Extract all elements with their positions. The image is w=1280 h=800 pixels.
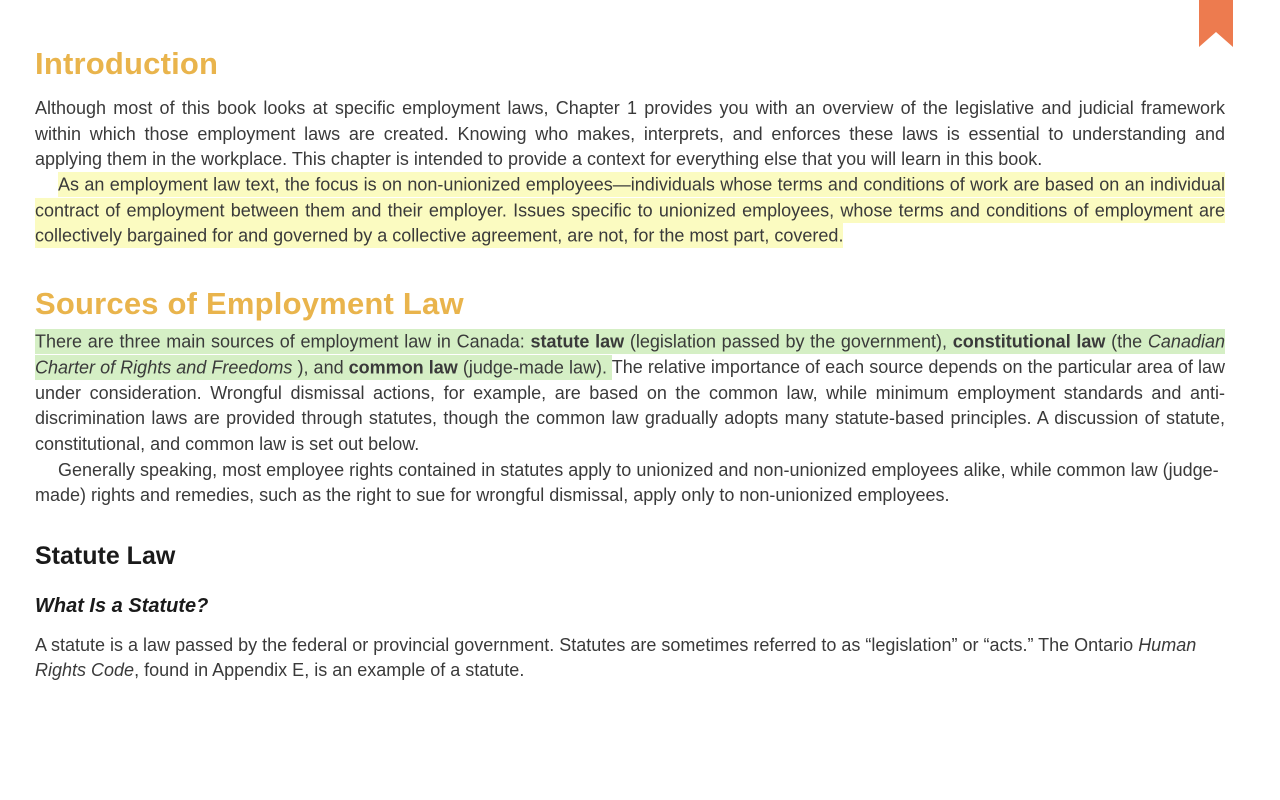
statute-paragraph-lead: A statute is a law passed by the federal or provincial government. Statutes are sometimes referred to as “legislation” or “acts.” The Ontario (35, 634, 1139, 655)
intro-paragraph-1-text: Although most of this book looks at specific employment laws, Chapter 1 provides you with an overview of the legislative and judicial framework within which those employment laws are created. Knowing who makes, interprets, and enforces these laws is essential to understanding and applying them in the workplace. This chapter is intended to provide a context for everything else that you will learn in this book. (35, 98, 1225, 170)
sources-paragraph-2-text: Generally speaking, most employee rights contained in statutes apply to unionized and non-unionized employees alike, while common law (judge-made) rights and remedies, such as the right to sue for wrongful dismissal, apply only to non-unionized employees. (35, 459, 1219, 506)
highlight-tail-text: (judge-made law). (462, 357, 607, 378)
italic-title-human-rights-code: Human Rights Code (35, 634, 1197, 681)
bold-term-common-law: common law (348, 357, 458, 378)
subheading-what-is-a-statute: What Is a Statute? (35, 594, 209, 617)
sources-paragraph-1 (35, 330, 1225, 458)
highlight-mid-text-2: (the (1111, 331, 1148, 352)
section-heading-statute-law: Statute Law (35, 541, 176, 570)
bold-term-statute-law: statute law (530, 331, 625, 352)
intro-paragraph-1 (35, 96, 1225, 173)
intro-paragraph-2-highlighted (35, 173, 1225, 250)
bold-term-constitutional-law: constitutional law (952, 331, 1106, 352)
highlight-mid-text-1: (legislation passed by the government), (629, 331, 953, 352)
statute-paragraph-tail: , found in Appendix E, is an example of a statute. (134, 660, 525, 681)
italic-title-charter: Canadian Charter of Rights and Freedoms (35, 331, 1225, 378)
bookmark-ribbon-icon[interactable] (1199, 0, 1233, 47)
sources-paragraph-1-rest: The relative importance of each source depends on the particular area of law under consideration. Wrongful dismissal actions, for example, are based on the common law, while minimum employment standards and anti-discrimination laws are provided through statutes, though the common law gradually adopts many statute-based principles. A discussion of statute, constitutional, and common law is set out below. (35, 357, 1225, 454)
section-heading-sources-of-employment-law: Sources of Employment Law (35, 285, 464, 321)
statute-paragraph-1 (35, 633, 1225, 684)
yellow-highlighted-text: As an employment law text, the focus is on non-unionized employees—individuals whose terms and conditions of work are based on an individual contract of employment between them and their employer. Issues specific to unionized employees, whose terms and conditions of employment are collectively bargained for and governed by a collective agreement, are not, for the most part, covered. (35, 172, 1225, 248)
sources-paragraph-2 (35, 458, 1225, 509)
highlight-lead-text: There are three main sources of employment law in Canada: (35, 331, 531, 352)
highlight-mid-text-3: ), and (297, 357, 349, 378)
section-heading-introduction: Introduction (35, 46, 219, 81)
